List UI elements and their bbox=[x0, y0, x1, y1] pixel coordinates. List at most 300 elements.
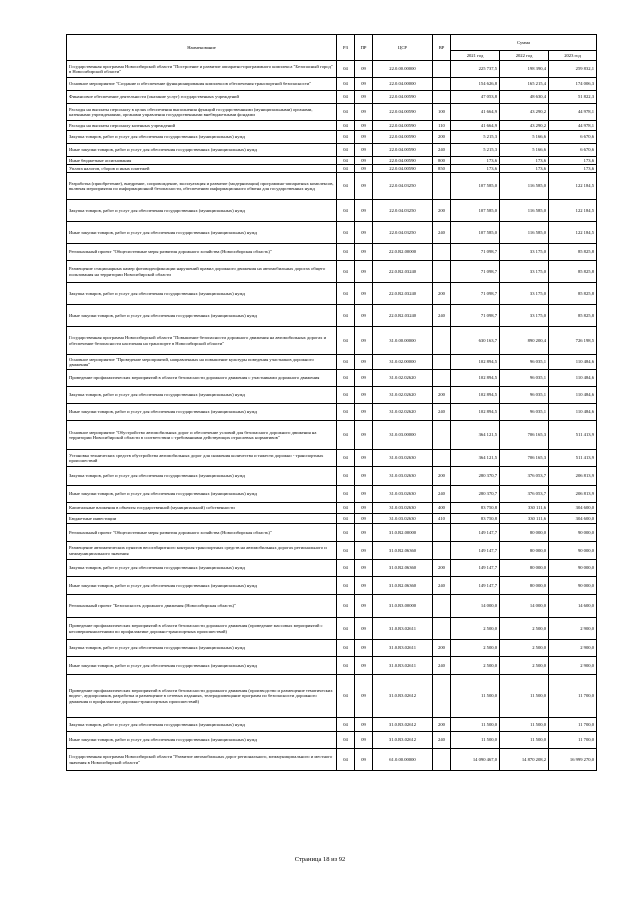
row-rz: 04 bbox=[337, 749, 355, 771]
row-csr: 22.0.04.00590 bbox=[373, 104, 433, 121]
row-amount-2022: 116 585,0 bbox=[500, 200, 549, 222]
table-row bbox=[67, 222, 597, 244]
row-amount-2023: 259 832,1 bbox=[549, 61, 597, 78]
row-pr: 09 bbox=[355, 157, 373, 165]
row-pr: 09 bbox=[355, 131, 373, 144]
row-name: Установка технических средств обустройства автомобильных дорог для снижения количества и тяжести дорожно - транспортных происшествий bbox=[67, 450, 337, 467]
row-csr: 31.0.02.02620 bbox=[373, 387, 433, 404]
row-csr: 31.0.00.00000 bbox=[373, 327, 433, 355]
row-name: Региональный проект "Общесистемные меры развития дорожного хозяйства (Новосибирская область)" bbox=[67, 244, 337, 261]
row-amount-2023: 85 825,8 bbox=[549, 244, 597, 261]
row-vr bbox=[433, 370, 451, 387]
row-vr bbox=[433, 542, 451, 560]
row-name: Бюджетные инвестиции bbox=[67, 514, 337, 524]
row-pr: 09 bbox=[355, 732, 373, 749]
row-amount-2023: 110 484,6 bbox=[549, 404, 597, 421]
row-vr: 800 bbox=[433, 157, 451, 165]
row-vr bbox=[433, 244, 451, 261]
row-pr: 09 bbox=[355, 283, 373, 305]
row-pr: 09 bbox=[355, 467, 373, 486]
row-name: Основное мероприятие "Проведение мероприятий, направленных на повышение культуры поведения участников дорожного движения" bbox=[67, 355, 337, 370]
row-vr: 240 bbox=[433, 657, 451, 675]
table-row bbox=[67, 503, 597, 514]
row-name: Иные бюджетные ассигнования bbox=[67, 157, 337, 165]
row-vr: 400 bbox=[433, 503, 451, 514]
row-name: Иные закупки товаров, работ и услуг для обеспечения государственных (муниципальных) нужд bbox=[67, 305, 337, 327]
row-pr: 09 bbox=[355, 165, 373, 173]
row-amount-2021: 107 585,0 bbox=[451, 173, 500, 200]
row-amount-2023: 173,6 bbox=[549, 157, 597, 165]
table-row bbox=[67, 618, 597, 640]
row-rz: 04 bbox=[337, 104, 355, 121]
row-csr: 31.0.R3.02611 bbox=[373, 657, 433, 675]
row-amount-2021: 83 750,8 bbox=[451, 514, 500, 524]
row-amount-2022: 96 035,1 bbox=[500, 387, 549, 404]
row-amount-2023: 85 825,8 bbox=[549, 305, 597, 327]
row-name: Иные закупки товаров, работ и услуг для обеспечения государственных (муниципальных) нужд bbox=[67, 222, 337, 244]
row-amount-2022: 33 175,0 bbox=[500, 305, 549, 327]
row-amount-2023: 726 198,5 bbox=[549, 327, 597, 355]
row-pr: 09 bbox=[355, 121, 373, 131]
row-name: Закупка товаров, работ и услуг для обеспечения государственных (муниципальных) нужд bbox=[67, 467, 337, 486]
row-csr: 22.0.04.03250 bbox=[373, 173, 433, 200]
row-amount-2022: 43 290,2 bbox=[500, 121, 549, 131]
table-row bbox=[67, 595, 597, 618]
row-pr: 09 bbox=[355, 577, 373, 595]
row-pr: 09 bbox=[355, 91, 373, 104]
row-rz: 04 bbox=[337, 732, 355, 749]
row-name: Закупка товаров, работ и услуг для обеспечения государственных (муниципальных) нужд bbox=[67, 387, 337, 404]
row-rz: 04 bbox=[337, 121, 355, 131]
table-row bbox=[67, 524, 597, 542]
row-rz: 04 bbox=[337, 283, 355, 305]
row-csr: 31.0.R3.02611 bbox=[373, 640, 433, 657]
row-amount-2022: 198 390,4 bbox=[500, 61, 549, 78]
row-pr: 09 bbox=[355, 104, 373, 121]
row-pr: 09 bbox=[355, 503, 373, 514]
row-rz: 04 bbox=[337, 450, 355, 467]
row-rz: 04 bbox=[337, 542, 355, 560]
row-csr: 31.0.02.02620 bbox=[373, 370, 433, 387]
row-pr: 09 bbox=[355, 355, 373, 370]
budget-table bbox=[66, 34, 597, 771]
row-amount-2021: 364 121,5 bbox=[451, 421, 500, 450]
table-row bbox=[67, 467, 597, 486]
row-amount-2022: 2 500,0 bbox=[500, 640, 549, 657]
row-vr: 240 bbox=[433, 305, 451, 327]
row-amount-2023: 2 900,0 bbox=[549, 657, 597, 675]
row-pr: 09 bbox=[355, 421, 373, 450]
row-amount-2023: 6 670,6 bbox=[549, 131, 597, 144]
row-csr: 31.0.03.02630 bbox=[373, 514, 433, 524]
row-rz: 04 bbox=[337, 618, 355, 640]
row-name: Проведение профилактических мероприятий в области безопасности дорожного движения с участниками дорожного движения bbox=[67, 370, 337, 387]
row-amount-2022: 80 000,0 bbox=[500, 524, 549, 542]
table-row bbox=[67, 577, 597, 595]
row-amount-2022: 165 215,4 bbox=[500, 78, 549, 91]
row-vr: 240 bbox=[433, 404, 451, 421]
row-rz: 04 bbox=[337, 355, 355, 370]
row-csr: 31.0.R2.06360 bbox=[373, 577, 433, 595]
row-amount-2023: 304 600,0 bbox=[549, 503, 597, 514]
row-pr: 09 bbox=[355, 387, 373, 404]
row-pr: 09 bbox=[355, 486, 373, 503]
row-amount-2022: 2 500,0 bbox=[500, 657, 549, 675]
row-rz: 04 bbox=[337, 91, 355, 104]
row-name: Иные закупки товаров, работ и услуг для обеспечения государственных (муниципальных) нужд bbox=[67, 144, 337, 157]
row-amount-2021: 154 626,8 bbox=[451, 78, 500, 91]
table-row bbox=[67, 327, 597, 355]
row-name: Размещение стационарных камер фотовидеофиксации нарушений правил дорожного движения на автомобильных дорогах общего пользования на территории Новосибирской области bbox=[67, 261, 337, 283]
row-vr bbox=[433, 749, 451, 771]
row-vr bbox=[433, 450, 451, 467]
row-pr: 09 bbox=[355, 560, 373, 577]
row-pr: 09 bbox=[355, 450, 373, 467]
row-amount-2021: 11 500,0 bbox=[451, 675, 500, 718]
row-csr: 22.0.00.00000 bbox=[373, 61, 433, 78]
row-csr: 22.0.04.03250 bbox=[373, 200, 433, 222]
row-vr: 850 bbox=[433, 165, 451, 173]
row-amount-2022: 80 000,0 bbox=[500, 542, 549, 560]
row-amount-2021: 107 585,0 bbox=[451, 222, 500, 244]
row-amount-2022: 96 035,1 bbox=[500, 370, 549, 387]
row-csr: 22.0.04.00000 bbox=[373, 78, 433, 91]
row-name: Размещение автоматических пунктов весогабаритного контроля транспортных средств на автомобильных дорогах регионального и межмуниципального значения bbox=[67, 542, 337, 560]
row-csr: 31.0.R3.02612 bbox=[373, 675, 433, 718]
row-amount-2021: 71 098,7 bbox=[451, 261, 500, 283]
table-row bbox=[67, 732, 597, 749]
col-header-year-2021: 2021 год bbox=[451, 51, 500, 61]
row-vr: 110 bbox=[433, 121, 451, 131]
row-amount-2021: 149 147,7 bbox=[451, 542, 500, 560]
row-amount-2021: 5 215,3 bbox=[451, 144, 500, 157]
row-csr: 31.0.03.02630 bbox=[373, 486, 433, 503]
row-amount-2023: 44 978,1 bbox=[549, 104, 597, 121]
row-name: Расходы на выплаты персоналу казенных учреждений bbox=[67, 121, 337, 131]
row-rz: 04 bbox=[337, 305, 355, 327]
row-csr: 31.0.R2.06360 bbox=[373, 542, 433, 560]
row-vr: 200 bbox=[433, 200, 451, 222]
row-amount-2023: 16 999 270,0 bbox=[549, 749, 597, 771]
row-vr: 200 bbox=[433, 560, 451, 577]
row-amount-2022: 706 165,3 bbox=[500, 450, 549, 467]
row-amount-2022: 80 000,0 bbox=[500, 577, 549, 595]
row-pr: 09 bbox=[355, 78, 373, 91]
row-amount-2022: 330 111,6 bbox=[500, 503, 549, 514]
table-row bbox=[67, 514, 597, 524]
row-vr bbox=[433, 261, 451, 283]
row-csr: 31.0.R2.00000 bbox=[373, 524, 433, 542]
row-amount-2022: 376 053,7 bbox=[500, 486, 549, 503]
row-csr: 22.0.04.00590 bbox=[373, 165, 433, 173]
row-name: Разработка (приобретение), внедрение, сопровождение, эксплуатация и развитие (модернизация) программно-аппаратных комплексов, включая мероприятия по информационной безопасности, обеспечению информационного обмена для государственных нужд bbox=[67, 173, 337, 200]
col-header-sum: Сумма bbox=[451, 35, 597, 51]
row-amount-2023: 85 825,8 bbox=[549, 283, 597, 305]
table-row bbox=[67, 370, 597, 387]
table-row bbox=[67, 542, 597, 560]
row-pr: 09 bbox=[355, 675, 373, 718]
table-row bbox=[67, 144, 597, 157]
row-rz: 04 bbox=[337, 131, 355, 144]
col-header-rz: РЗ bbox=[337, 35, 355, 61]
row-amount-2022: 330 111,6 bbox=[500, 514, 549, 524]
row-pr: 09 bbox=[355, 618, 373, 640]
col-header-vr: ВР bbox=[433, 35, 451, 61]
row-vr bbox=[433, 421, 451, 450]
row-pr: 09 bbox=[355, 305, 373, 327]
row-amount-2021: 71 098,7 bbox=[451, 244, 500, 261]
row-vr: 200 bbox=[433, 131, 451, 144]
row-amount-2021: 364 121,5 bbox=[451, 450, 500, 467]
row-amount-2021: 102 894,5 bbox=[451, 387, 500, 404]
row-pr: 09 bbox=[355, 61, 373, 78]
row-name: Региональный проект "Общесистемные меры развития дорожного хозяйства (Новосибирская область)" bbox=[67, 524, 337, 542]
row-csr: 31.0.02.02620 bbox=[373, 404, 433, 421]
row-name: Иные закупки товаров, работ и услуг для обеспечения государственных (муниципальных) нужд bbox=[67, 404, 337, 421]
row-amount-2023: 110 484,6 bbox=[549, 355, 597, 370]
row-rz: 04 bbox=[337, 514, 355, 524]
row-amount-2021: 2 500,0 bbox=[451, 657, 500, 675]
row-vr bbox=[433, 675, 451, 718]
row-csr: 22.0.04.00590 bbox=[373, 157, 433, 165]
row-pr: 09 bbox=[355, 144, 373, 157]
row-vr: 240 bbox=[433, 732, 451, 749]
row-name: Уплата налогов, сборов и иных платежей bbox=[67, 165, 337, 173]
row-csr: 22.0.04.00590 bbox=[373, 91, 433, 104]
row-amount-2023: 14 600,0 bbox=[549, 595, 597, 618]
row-vr: 200 bbox=[433, 718, 451, 732]
row-vr bbox=[433, 91, 451, 104]
row-name: Закупка товаров, работ и услуг для обеспечения государственных (муниципальных) нужд bbox=[67, 200, 337, 222]
row-vr: 200 bbox=[433, 283, 451, 305]
row-amount-2021: 47 053,8 bbox=[451, 91, 500, 104]
row-pr: 09 bbox=[355, 524, 373, 542]
row-amount-2023: 51 822,3 bbox=[549, 91, 597, 104]
table-row bbox=[67, 749, 597, 771]
row-pr: 09 bbox=[355, 718, 373, 732]
row-vr bbox=[433, 173, 451, 200]
table-row bbox=[67, 165, 597, 173]
row-csr: 31.0.R2.06360 bbox=[373, 560, 433, 577]
row-rz: 04 bbox=[337, 222, 355, 244]
row-csr: 31.0.R3.00000 bbox=[373, 595, 433, 618]
row-vr: 100 bbox=[433, 104, 451, 121]
col-header-year-2022: 2022 год bbox=[500, 51, 549, 61]
row-amount-2022: 2 500,0 bbox=[500, 618, 549, 640]
table-header bbox=[67, 35, 597, 61]
table-row bbox=[67, 61, 597, 78]
row-csr: 31.0.03.02630 bbox=[373, 450, 433, 467]
row-name: Иные закупки товаров, работ и услуг для обеспечения государственных (муниципальных) нужд bbox=[67, 732, 337, 749]
row-amount-2022: 14 870 208,2 bbox=[500, 749, 549, 771]
row-amount-2023: 2 900,0 bbox=[549, 640, 597, 657]
table-row bbox=[67, 305, 597, 327]
row-amount-2023: 110 484,6 bbox=[549, 387, 597, 404]
row-rz: 04 bbox=[337, 657, 355, 675]
row-name: Капитальные вложения в объекты государственной (муниципальной) собственности bbox=[67, 503, 337, 514]
table-row bbox=[67, 244, 597, 261]
row-csr: 22.0.04.00590 bbox=[373, 144, 433, 157]
table-row bbox=[67, 640, 597, 657]
row-name: Закупка товаров, работ и услуг для обеспечения государственных (муниципальных) нужд bbox=[67, 718, 337, 732]
row-vr bbox=[433, 618, 451, 640]
row-amount-2022: 5 166,6 bbox=[500, 144, 549, 157]
row-amount-2022: 890 200,4 bbox=[500, 327, 549, 355]
table-row bbox=[67, 173, 597, 200]
row-amount-2022: 376 053,7 bbox=[500, 467, 549, 486]
row-amount-2021: 102 894,5 bbox=[451, 370, 500, 387]
row-amount-2021: 630 163,7 bbox=[451, 327, 500, 355]
row-amount-2022: 706 165,3 bbox=[500, 421, 549, 450]
row-name: Расходы на выплаты персоналу в целях обеспечения выполнения функций государственными (муниципальными) органами, казенными учреждениями, органами управления государственными внебюджетными фондами bbox=[67, 104, 337, 121]
row-amount-2022: 48 630,4 bbox=[500, 91, 549, 104]
col-header-csr: ЦСР bbox=[373, 35, 433, 61]
row-amount-2021: 5 215,3 bbox=[451, 131, 500, 144]
row-amount-2021: 225 737,5 bbox=[451, 61, 500, 78]
row-amount-2022: 116 585,0 bbox=[500, 222, 549, 244]
row-amount-2023: 90 000,0 bbox=[549, 524, 597, 542]
row-name: Закупка товаров, работ и услуг для обеспечения государственных (муниципальных) нужд bbox=[67, 560, 337, 577]
row-rz: 04 bbox=[337, 173, 355, 200]
row-amount-2023: 90 000,0 bbox=[549, 542, 597, 560]
row-amount-2023: 2 900,0 bbox=[549, 618, 597, 640]
row-vr: 200 bbox=[433, 467, 451, 486]
row-pr: 09 bbox=[355, 404, 373, 421]
row-pr: 09 bbox=[355, 327, 373, 355]
row-vr: 240 bbox=[433, 486, 451, 503]
table-row bbox=[67, 131, 597, 144]
row-rz: 04 bbox=[337, 157, 355, 165]
row-pr: 09 bbox=[355, 640, 373, 657]
row-amount-2023: 511 413,9 bbox=[549, 421, 597, 450]
row-amount-2023: 122 184,5 bbox=[549, 222, 597, 244]
row-pr: 09 bbox=[355, 261, 373, 283]
row-rz: 04 bbox=[337, 61, 355, 78]
row-name: Финансовое обеспечение деятельности (оказание услуг) государственных учреждений bbox=[67, 91, 337, 104]
row-amount-2022: 96 035,1 bbox=[500, 404, 549, 421]
row-amount-2021: 14 000,0 bbox=[451, 595, 500, 618]
table-row bbox=[67, 450, 597, 467]
row-amount-2022: 11 500,0 bbox=[500, 675, 549, 718]
row-vr: 240 bbox=[433, 577, 451, 595]
row-amount-2022: 11 500,0 bbox=[500, 732, 549, 749]
row-vr: 200 bbox=[433, 640, 451, 657]
row-vr bbox=[433, 524, 451, 542]
row-amount-2022: 33 175,0 bbox=[500, 283, 549, 305]
row-rz: 04 bbox=[337, 261, 355, 283]
row-name: Иные закупки товаров, работ и услуг для обеспечения государственных (муниципальных) нужд bbox=[67, 577, 337, 595]
row-pr: 09 bbox=[355, 749, 373, 771]
row-amount-2023: 206 813,9 bbox=[549, 467, 597, 486]
row-vr: 200 bbox=[433, 387, 451, 404]
row-pr: 09 bbox=[355, 200, 373, 222]
row-amount-2023: 11 700,0 bbox=[549, 675, 597, 718]
row-name: Закупка товаров, работ и услуг для обеспечения государственных (муниципальных) нужд bbox=[67, 640, 337, 657]
row-amount-2023: 304 600,0 bbox=[549, 514, 597, 524]
row-rz: 04 bbox=[337, 640, 355, 657]
row-csr: 31.0.03.02630 bbox=[373, 467, 433, 486]
row-vr: 240 bbox=[433, 222, 451, 244]
row-vr bbox=[433, 595, 451, 618]
row-amount-2022: 33 175,0 bbox=[500, 244, 549, 261]
row-amount-2023: 110 484,6 bbox=[549, 370, 597, 387]
row-amount-2021: 41 664,9 bbox=[451, 121, 500, 131]
row-rz: 04 bbox=[337, 675, 355, 718]
row-rz: 04 bbox=[337, 421, 355, 450]
row-vr bbox=[433, 78, 451, 91]
table-row bbox=[67, 200, 597, 222]
row-pr: 09 bbox=[355, 542, 373, 560]
row-csr: 22.0.R2.03240 bbox=[373, 283, 433, 305]
row-amount-2022: 116 585,0 bbox=[500, 173, 549, 200]
row-pr: 09 bbox=[355, 595, 373, 618]
row-rz: 04 bbox=[337, 144, 355, 157]
row-amount-2023: 44 978,1 bbox=[549, 121, 597, 131]
row-amount-2021: 71 098,7 bbox=[451, 283, 500, 305]
col-header-name: Наименование bbox=[67, 35, 337, 61]
row-rz: 04 bbox=[337, 387, 355, 404]
row-amount-2022: 173,6 bbox=[500, 165, 549, 173]
row-amount-2022: 80 000,0 bbox=[500, 560, 549, 577]
row-amount-2023: 511 413,9 bbox=[549, 450, 597, 467]
row-pr: 09 bbox=[355, 657, 373, 675]
row-rz: 04 bbox=[337, 524, 355, 542]
row-amount-2023: 11 700,0 bbox=[549, 718, 597, 732]
table-row bbox=[67, 104, 597, 121]
row-pr: 09 bbox=[355, 244, 373, 261]
row-amount-2021: 149 147,7 bbox=[451, 560, 500, 577]
row-name: Проведение профилактических мероприятий в области безопасности дорожного движения (производство и размещение тематических видео-, аудиороликов, разработка и размещение в сетевых изданиях, телерадиовещание программ по безопасности дорожного движения и профилактике дорожно-транспортных происшествий) bbox=[67, 675, 337, 718]
table-row bbox=[67, 355, 597, 370]
row-amount-2021: 173,6 bbox=[451, 157, 500, 165]
row-csr: 22.0.04.00590 bbox=[373, 131, 433, 144]
row-amount-2022: 11 500,0 bbox=[500, 718, 549, 732]
row-csr: 31.0.R3.02612 bbox=[373, 718, 433, 732]
row-amount-2023: 174 006,3 bbox=[549, 78, 597, 91]
row-amount-2022: 5 166,6 bbox=[500, 131, 549, 144]
row-amount-2022: 96 035,1 bbox=[500, 355, 549, 370]
row-rz: 04 bbox=[337, 165, 355, 173]
row-name: Основное мероприятие "Обустройство автомобильных дорог и обеспечение условий для безопасного дорожного движения на территории Новосибирской области в соответствии с требованиями действующих отраслевых нормативов" bbox=[67, 421, 337, 450]
row-csr: 22.0.04.03250 bbox=[373, 222, 433, 244]
row-amount-2023: 206 813,9 bbox=[549, 486, 597, 503]
row-vr: 240 bbox=[433, 144, 451, 157]
table-row bbox=[67, 261, 597, 283]
row-csr: 22.0.R2.03240 bbox=[373, 305, 433, 327]
row-vr bbox=[433, 355, 451, 370]
row-vr bbox=[433, 327, 451, 355]
row-amount-2021: 280 370,7 bbox=[451, 486, 500, 503]
row-name: Государственная программа Новосибирской области "Повышение безопасности дорожного движения на автомобильных дорогах и обеспечение безопасности населения на транспорте в Новосибирской области" bbox=[67, 327, 337, 355]
row-amount-2023: 173,6 bbox=[549, 165, 597, 173]
row-csr: 22.0.04.00590 bbox=[373, 121, 433, 131]
row-amount-2021: 173,6 bbox=[451, 165, 500, 173]
row-vr bbox=[433, 61, 451, 78]
row-name: Государственная программа Новосибирской области "Построение и развитие аппаратно-программного комплекса "Безопасный город" в Новосибирской области" bbox=[67, 61, 337, 78]
table-row bbox=[67, 404, 597, 421]
table-row bbox=[67, 283, 597, 305]
row-csr: 31.0.R3.02611 bbox=[373, 618, 433, 640]
row-amount-2021: 149 147,7 bbox=[451, 577, 500, 595]
row-rz: 04 bbox=[337, 595, 355, 618]
row-pr: 09 bbox=[355, 173, 373, 200]
row-amount-2021: 2 500,0 bbox=[451, 618, 500, 640]
col-header-pr: ПР bbox=[355, 35, 373, 61]
row-amount-2022: 33 175,0 bbox=[500, 261, 549, 283]
row-amount-2023: 11 700,0 bbox=[549, 732, 597, 749]
row-csr: 31.0.03.02630 bbox=[373, 503, 433, 514]
table-row bbox=[67, 675, 597, 718]
